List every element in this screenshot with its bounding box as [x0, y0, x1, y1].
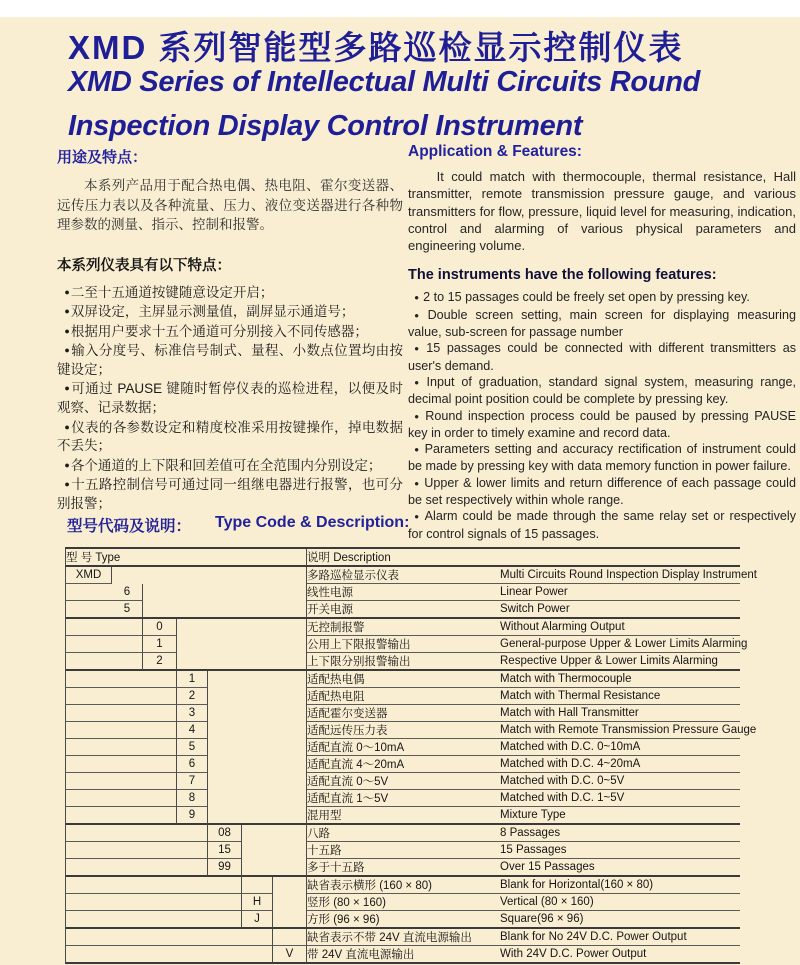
- grid-cell: [208, 705, 242, 722]
- feature-item: ● 15 passages could be connected with different transmitters as user's demand.: [408, 340, 796, 374]
- table-row: [65, 619, 740, 636]
- grid-cell: [208, 756, 242, 773]
- description-cn-cell: 适配远传压力表: [307, 722, 500, 739]
- description-en-cell: Mixture Type: [500, 807, 740, 825]
- description-en-cell: Over 15 Passages: [500, 859, 740, 877]
- features-list-english: [408, 289, 796, 541]
- grid-cell: [242, 773, 273, 790]
- grid-cell: [273, 705, 307, 722]
- grid-cell: [273, 877, 307, 894]
- grid-cell: [242, 859, 273, 877]
- grid-cell: [143, 739, 177, 756]
- table-row: [65, 722, 740, 739]
- grid-cell: [143, 584, 177, 601]
- description-en-cell: General-purpose Upper & Lower Limits Alarming: [500, 636, 740, 653]
- grid-cell: [208, 877, 242, 894]
- code-cell: 1: [143, 636, 177, 653]
- code-cell: [273, 929, 307, 946]
- description-en-cell: Respective Upper & Lower Limits Alarming: [500, 653, 740, 671]
- grid-cell: [273, 722, 307, 739]
- table-row: [65, 671, 740, 688]
- grid-cell: [208, 807, 242, 825]
- description-en-cell: Without Alarming Output: [500, 619, 740, 636]
- description-cn-cell: 适配直流 0～5V: [307, 773, 500, 790]
- grid-cell: [242, 807, 273, 825]
- grid-cell: [242, 705, 273, 722]
- description-cn-cell: 适配霍尔变送器: [307, 705, 500, 722]
- grid-cell: [143, 877, 177, 894]
- grid-cell: [65, 877, 112, 894]
- grid-cell: [112, 619, 143, 636]
- description-cn-cell: 竖形 (80 × 160): [307, 894, 500, 911]
- description-en-cell: Matched with D.C. 1~5V: [500, 790, 740, 807]
- description-cn-cell: 适配直流 0～10mA: [307, 739, 500, 756]
- table-row: [65, 929, 740, 946]
- description-cn-cell: 适配直流 1～5V: [307, 790, 500, 807]
- grid-cell: [65, 722, 112, 739]
- code-cell: 4: [177, 722, 208, 739]
- grid-cell: [242, 946, 273, 964]
- code-cell: 6: [112, 584, 143, 601]
- description-en-cell: 15 Passages: [500, 842, 740, 859]
- grid-cell: [65, 636, 112, 653]
- code-cell: 15: [208, 842, 242, 859]
- grid-cell: [242, 619, 273, 636]
- grid-cell: [65, 739, 112, 756]
- description-en-cell: Switch Power: [500, 601, 740, 619]
- code-cell: 9: [177, 807, 208, 825]
- grid-cell: [65, 790, 112, 807]
- table-row: [65, 739, 740, 756]
- description-cn-cell: 缺省表示横形 (160 × 80): [307, 877, 500, 894]
- grid-cell: [112, 756, 143, 773]
- feature-item: ● 根据用户要求十五个通道可分别接入不同传感器；: [57, 322, 403, 342]
- feature-item: ● Round inspection process could be paused by pressing PAUSE key in order to timely examine and record data.: [408, 408, 796, 442]
- description-en-cell: Linear Power: [500, 584, 740, 601]
- page-title-english-line1: XMD Series of Intellectual Multi Circuits Round: [68, 66, 701, 98]
- code-cell: 2: [177, 688, 208, 705]
- column-header-description: 说明 Description: [307, 549, 740, 567]
- feature-item: ● Input of graduation, standard signal system, measuring range, decimal point position could be complete by pressing key.: [408, 374, 796, 408]
- grid-cell: [143, 807, 177, 825]
- grid-cell: [143, 705, 177, 722]
- description-en-cell: Blank for Horizontal(160 × 80): [500, 877, 740, 894]
- code-cell: 2: [143, 653, 177, 671]
- grid-cell: [273, 567, 307, 584]
- feature-item: ● 输入分度号、标准信号制式、量程、小数点位置均由按键设定；: [57, 341, 403, 379]
- description-cn-cell: 多路巡检显示仪表: [307, 567, 500, 584]
- feature-item: ● 二至十五通道按键随意设定开启；: [57, 283, 403, 303]
- grid-cell: [208, 929, 242, 946]
- table-row: [65, 601, 740, 619]
- grid-cell: [208, 636, 242, 653]
- grid-cell: [112, 877, 143, 894]
- features-list-chinese: [57, 283, 403, 514]
- feature-item: ● Alarm could be made through the same relay set or respectively for control signals of 15 passages.: [408, 508, 796, 542]
- grid-cell: [112, 688, 143, 705]
- grid-cell: [177, 636, 208, 653]
- grid-cell: [143, 859, 177, 877]
- table-row: [65, 705, 740, 722]
- feature-item: ● 十五路控制信号可通过同一组继电器进行报警，也可分别报警；: [57, 475, 403, 513]
- grid-cell: [208, 722, 242, 739]
- application-section-english: [408, 143, 796, 542]
- grid-cell: [177, 653, 208, 671]
- grid-cell: [273, 756, 307, 773]
- grid-cell: [112, 929, 143, 946]
- grid-cell: [112, 653, 143, 671]
- grid-cell: [177, 859, 208, 877]
- description-en-cell: Vertical (80 × 160): [500, 894, 740, 911]
- feature-item: ● Parameters setting and accuracy rectification of instrument could be made by pressing key with data memory function in power failure.: [408, 441, 796, 475]
- table-header-row: [65, 549, 740, 567]
- grid-cell: [65, 911, 112, 929]
- grid-cell: [143, 688, 177, 705]
- description-cn-cell: 无控制报警: [307, 619, 500, 636]
- grid-cell: [177, 584, 208, 601]
- table-row: [65, 842, 740, 859]
- grid-cell: [112, 842, 143, 859]
- table-row: [65, 807, 740, 825]
- description-en-cell: Match with Remote Transmission Pressure Gauge: [500, 722, 740, 739]
- grid-cell: [273, 790, 307, 807]
- code-cell: 5: [177, 739, 208, 756]
- code-cell: 3: [177, 705, 208, 722]
- grid-cell: [242, 601, 273, 619]
- table-row: [65, 773, 740, 790]
- description-cn-cell: 适配热电阻: [307, 688, 500, 705]
- grid-cell: [208, 946, 242, 964]
- grid-cell: [273, 688, 307, 705]
- grid-cell: [177, 567, 208, 584]
- grid-cell: [177, 946, 208, 964]
- description-en-cell: Matched with D.C. 4~20mA: [500, 756, 740, 773]
- grid-cell: [65, 671, 112, 688]
- table-row: [65, 584, 740, 601]
- code-cell: 1: [177, 671, 208, 688]
- code-cell: V: [273, 946, 307, 964]
- grid-cell: [143, 601, 177, 619]
- grid-cell: [143, 790, 177, 807]
- feature-item: ● 可通过 PAUSE 键随时暂停仪表的巡检进程，以便及时观察、记录数据；: [57, 379, 403, 417]
- code-cell: 8: [177, 790, 208, 807]
- grid-cell: [208, 653, 242, 671]
- grid-cell: [273, 653, 307, 671]
- grid-cell: [273, 825, 307, 842]
- grid-cell: [143, 894, 177, 911]
- grid-cell: [65, 705, 112, 722]
- grid-cell: [242, 790, 273, 807]
- grid-cell: [65, 584, 112, 601]
- code-cell: 0: [143, 619, 177, 636]
- grid-cell: [273, 636, 307, 653]
- grid-cell: [112, 946, 143, 964]
- grid-cell: [208, 773, 242, 790]
- grid-cell: [177, 601, 208, 619]
- feature-item: ● 2 to 15 passages could be freely set open by pressing key.: [408, 289, 796, 306]
- grid-cell: [112, 739, 143, 756]
- feature-item: ● 双屏设定，主屏显示测量值，副屏显示通道号；: [57, 302, 403, 322]
- grid-cell: [208, 911, 242, 929]
- grid-cell: [242, 929, 273, 946]
- grid-cell: [208, 584, 242, 601]
- grid-cell: [242, 671, 273, 688]
- grid-cell: [143, 946, 177, 964]
- grid-cell: [65, 601, 112, 619]
- grid-cell: [208, 688, 242, 705]
- grid-cell: [273, 859, 307, 877]
- code-cell: 6: [177, 756, 208, 773]
- code-cell: J: [242, 911, 273, 929]
- grid-cell: [143, 722, 177, 739]
- grid-cell: [177, 911, 208, 929]
- table-row: [65, 567, 740, 584]
- grid-cell: [208, 567, 242, 584]
- grid-cell: [273, 619, 307, 636]
- features-heading-chinese: 本系列仪表具有以下特点：: [57, 257, 231, 274]
- table-row: [65, 911, 740, 929]
- feature-item: ● Double screen setting, main screen for displaying measuring value, sub-screen for passage number: [408, 307, 796, 341]
- description-cn-cell: 带 24V 直流电源输出: [307, 946, 500, 964]
- grid-cell: [112, 807, 143, 825]
- table-row: [65, 790, 740, 807]
- grid-cell: [242, 739, 273, 756]
- description-en-cell: Matched with D.C. 0~10mA: [500, 739, 740, 756]
- grid-cell: [143, 842, 177, 859]
- grid-cell: [112, 636, 143, 653]
- grid-cell: [273, 601, 307, 619]
- code-cell: XMD: [65, 567, 112, 584]
- grid-cell: [112, 705, 143, 722]
- table-row: [65, 636, 740, 653]
- description-en-cell: Square(96 × 96): [500, 911, 740, 929]
- grid-cell: [112, 671, 143, 688]
- description-cn-cell: 缺省表示不带 24V 直流电源输出: [307, 929, 500, 946]
- column-header-type: 型 号 Type: [65, 549, 307, 567]
- grid-cell: [65, 929, 112, 946]
- grid-cell: [112, 773, 143, 790]
- grid-cell: [208, 894, 242, 911]
- description-cn-cell: 开关电源: [307, 601, 500, 619]
- grid-cell: [65, 773, 112, 790]
- grid-cell: [65, 653, 112, 671]
- grid-cell: [65, 825, 112, 842]
- type-code-heading-row: [57, 514, 757, 536]
- description-cn-cell: 十五路: [307, 842, 500, 859]
- code-cell: 5: [112, 601, 143, 619]
- feature-item: ● 仪表的各参数设定和精度校准采用按键操作，掉电数据不丢失；: [57, 418, 403, 456]
- grid-cell: [273, 911, 307, 929]
- description-cn-cell: 线性电源: [307, 584, 500, 601]
- grid-cell: [177, 619, 208, 636]
- grid-cell: [242, 584, 273, 601]
- grid-cell: [273, 671, 307, 688]
- intro-paragraph-english: It could match with thermocouple, thermal resistance, Hall transmitter, remote transmission pressure gauge, and various transmitters for flow, pressure, liquid level for measuring, indication, control and alarming of various physical parameters and engineering volume.: [408, 169, 796, 254]
- table-row: [65, 859, 740, 877]
- grid-cell: [112, 825, 143, 842]
- description-cn-cell: 上下限分别报警输出: [307, 653, 500, 671]
- type-code-heading-english: Type Code & Description:: [215, 514, 410, 531]
- grid-cell: [242, 653, 273, 671]
- table-row: [65, 825, 740, 842]
- grid-cell: [208, 790, 242, 807]
- grid-cell: [273, 584, 307, 601]
- grid-cell: [242, 756, 273, 773]
- type-code-table: [65, 547, 757, 964]
- description-cn-cell: 适配热电偶: [307, 671, 500, 688]
- grid-cell: [242, 688, 273, 705]
- grid-cell: [273, 739, 307, 756]
- grid-cell: [65, 688, 112, 705]
- code-cell: 99: [208, 859, 242, 877]
- grid-cell: [65, 946, 112, 964]
- description-cn-cell: 公用上下限报警输出: [307, 636, 500, 653]
- grid-cell: [242, 825, 273, 842]
- code-cell: H: [242, 894, 273, 911]
- table-row: [65, 894, 740, 911]
- description-en-cell: Matched with D.C. 0~5V: [500, 773, 740, 790]
- grid-cell: [112, 790, 143, 807]
- section-heading-chinese: 用途及特点：: [57, 149, 148, 166]
- grid-cell: [177, 877, 208, 894]
- grid-cell: [65, 807, 112, 825]
- grid-cell: [112, 859, 143, 877]
- grid-cell: [242, 567, 273, 584]
- grid-cell: [112, 722, 143, 739]
- description-en-cell: Match with Thermal Resistance: [500, 688, 740, 705]
- grid-cell: [208, 739, 242, 756]
- table-row: [65, 877, 740, 894]
- code-cell: 08: [208, 825, 242, 842]
- grid-cell: [177, 894, 208, 911]
- application-section-chinese: [57, 146, 403, 514]
- features-heading-english: The instruments have the following features:: [408, 267, 717, 284]
- feature-item: ● 各个通道的上下限和回差值可在全范围内分别设定；: [57, 456, 403, 476]
- grid-cell: [177, 929, 208, 946]
- page-title-english-line2: Inspection Display Control Instrument: [68, 110, 583, 142]
- grid-cell: [143, 929, 177, 946]
- description-en-cell: Multi Circuits Round Inspection Display Instrument: [500, 567, 740, 584]
- grid-cell: [273, 842, 307, 859]
- grid-cell: [112, 567, 143, 584]
- grid-cell: [177, 842, 208, 859]
- grid-cell: [143, 567, 177, 584]
- table-row: [65, 946, 740, 964]
- description-en-cell: Match with Thermocouple: [500, 671, 740, 688]
- table-row: [65, 653, 740, 671]
- grid-cell: [242, 722, 273, 739]
- grid-cell: [112, 911, 143, 929]
- grid-cell: [143, 911, 177, 929]
- grid-cell: [242, 636, 273, 653]
- grid-cell: [177, 825, 208, 842]
- description-en-cell: Match with Hall Transmitter: [500, 705, 740, 722]
- grid-cell: [242, 842, 273, 859]
- grid-cell: [208, 601, 242, 619]
- grid-cell: [65, 859, 112, 877]
- section-heading-english: Application & Features:: [408, 143, 582, 160]
- grid-cell: [65, 894, 112, 911]
- grid-cell: [143, 756, 177, 773]
- table-row: [65, 756, 740, 773]
- grid-cell: [273, 773, 307, 790]
- description-en-cell: With 24V D.C. Power Output: [500, 946, 740, 964]
- grid-cell: [208, 619, 242, 636]
- description-en-cell: Blank for No 24V D.C. Power Output: [500, 929, 740, 946]
- grid-cell: [143, 773, 177, 790]
- code-cell: 7: [177, 773, 208, 790]
- table-row: [65, 688, 740, 705]
- type-code-heading-chinese: 型号代码及说明：: [67, 518, 192, 535]
- grid-cell: [143, 671, 177, 688]
- page-title-chinese: XMD 系列智能型多路巡检显示控制仪表: [68, 29, 684, 66]
- grid-cell: [273, 894, 307, 911]
- description-cn-cell: 方形 (96 × 96): [307, 911, 500, 929]
- description-cn-cell: 八路: [307, 825, 500, 842]
- code-cell: [242, 877, 273, 894]
- grid-cell: [65, 619, 112, 636]
- grid-cell: [112, 894, 143, 911]
- feature-item: ● Upper & lower limits and return difference of each passage could be set respectively within whole range.: [408, 475, 796, 509]
- description-cn-cell: 适配直流 4～20mA: [307, 756, 500, 773]
- grid-cell: [65, 842, 112, 859]
- grid-cell: [208, 671, 242, 688]
- grid-cell: [273, 807, 307, 825]
- description-cn-cell: 混用型: [307, 807, 500, 825]
- description-cn-cell: 多于十五路: [307, 859, 500, 877]
- grid-cell: [65, 756, 112, 773]
- intro-paragraph-chinese: 本系列产品用于配合热电偶、热电阻、霍尔变送器、远传压力表以及各种流量、压力、液位变送器进行各种物理参数的测量、指示、控制和报警。: [57, 178, 403, 232]
- grid-cell: [143, 825, 177, 842]
- description-en-cell: 8 Passages: [500, 825, 740, 842]
